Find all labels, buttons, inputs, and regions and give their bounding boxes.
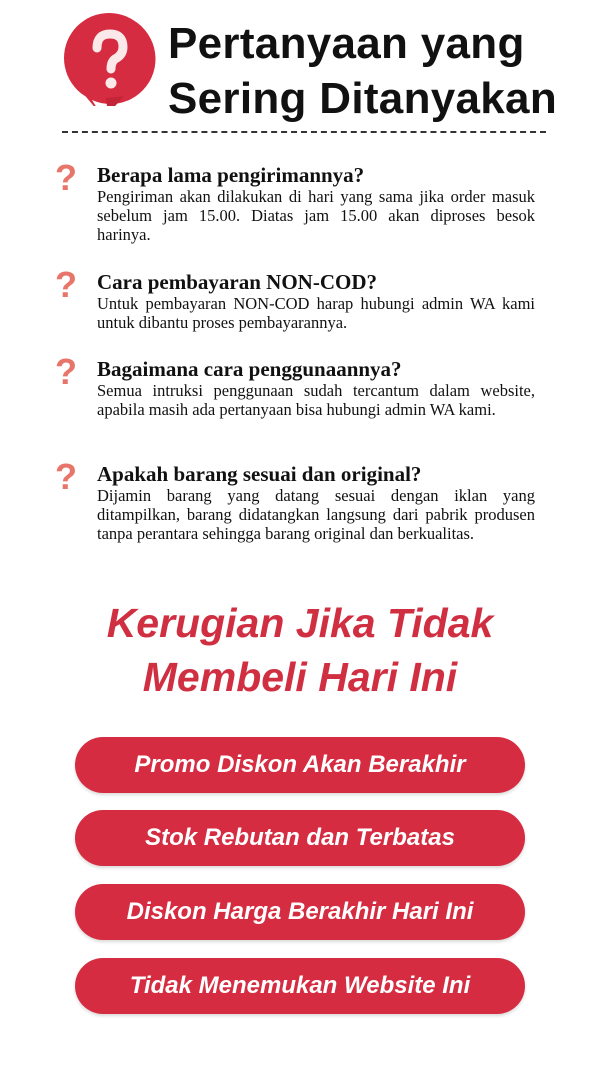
faq-answer: Semua intruksi penggunaan sudah tercantum dalam website, apabila masih ada pertanyaan bisa hubungi admin WA kami.: [97, 381, 535, 419]
faq-answer: Pengiriman akan dilakukan di hari yang sama jika order masuk sebelum jam 15.00. Diatas jam 15.00 akan diproses besok harinya.: [97, 187, 535, 244]
faq-question: Cara pembayaran NON-COD?: [97, 270, 377, 294]
page-title: [168, 16, 557, 126]
website-unavailable-button[interactable]: Tidak Menemukan Website Ini: [75, 958, 525, 1014]
loss-headline: [0, 596, 600, 704]
faq-answer: Untuk pembayaran NON-COD harap hubungi admin WA kami untuk dibantu proses pembayarannya.: [97, 294, 535, 332]
limited-stock-button[interactable]: Stok Rebutan dan Terbatas: [75, 810, 525, 866]
question-bubble-icon: [62, 12, 156, 106]
dashed-divider: [62, 131, 546, 133]
faq-item: [55, 157, 535, 244]
faq-item: [55, 456, 535, 543]
faq-question: Bagaimana cara penggunaannya?: [97, 357, 402, 381]
discount-ends-today-button[interactable]: Diskon Harga Berakhir Hari Ini: [75, 884, 525, 940]
title-line-2: Sering Ditanyakan: [168, 74, 558, 123]
question-mark-icon: ?: [55, 456, 77, 497]
headline-line-2: Membeli Hari Ini: [142, 654, 458, 700]
title-line-1: Pertanyaan yang: [168, 19, 525, 68]
headline-line-1: Kerugian Jika Tidak: [106, 600, 494, 646]
faq-item: [55, 351, 535, 419]
question-mark-icon: ?: [55, 264, 77, 305]
question-mark-icon: ?: [55, 351, 77, 392]
question-mark-icon: ?: [55, 157, 77, 198]
faq-question: Apakah barang sesuai dan original?: [97, 462, 422, 486]
promo-ending-button[interactable]: Promo Diskon Akan Berakhir: [75, 737, 525, 793]
faq-answer: Dijamin barang yang datang sesuai dengan iklan yang ditampilkan, barang didatangkan langsung dari pabrik produsen tanpa perantara sehingga barang original dan berkualitas.: [97, 486, 535, 543]
faq-item: [55, 264, 535, 332]
faq-question: Berapa lama pengirimannya?: [97, 163, 365, 187]
